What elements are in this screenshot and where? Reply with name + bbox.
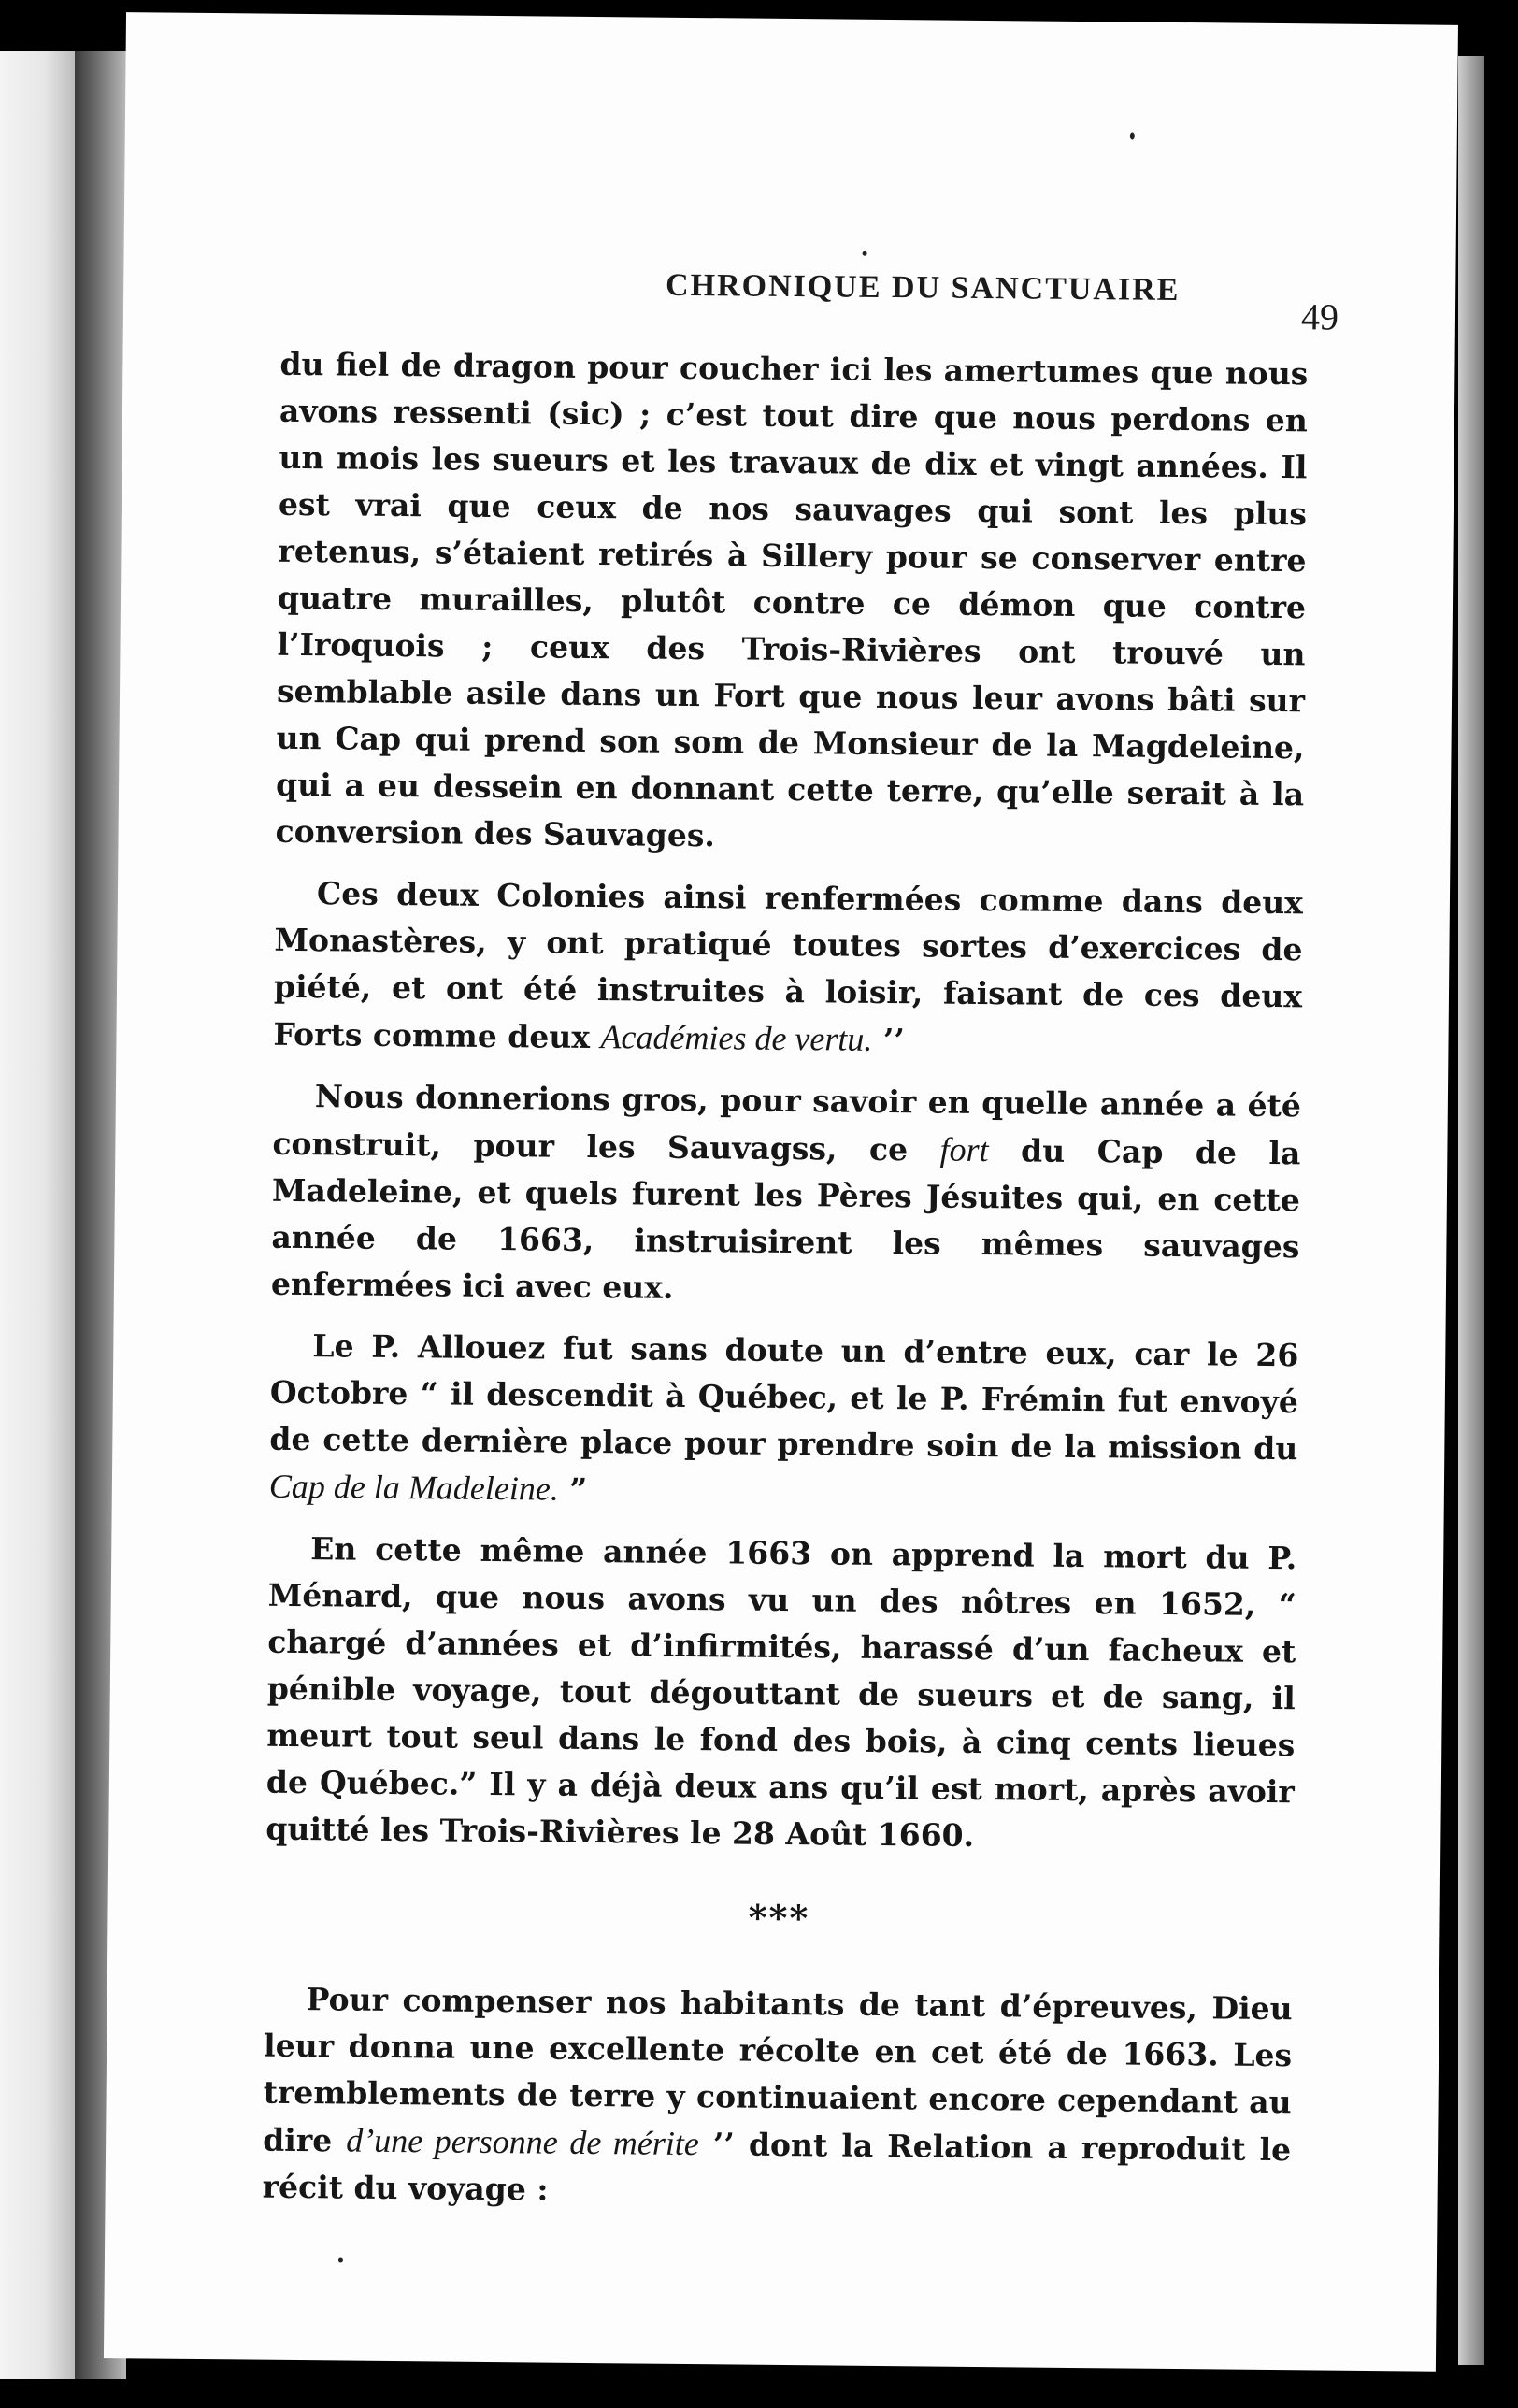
separator-asterisks: *** xyxy=(748,1896,810,1940)
text-run: ” xyxy=(558,1470,588,1508)
paragraph xyxy=(271,1073,1301,1318)
ink-speck xyxy=(863,251,867,256)
text-run: ’’ dont la Relation a reproduit le récit du voyage : xyxy=(262,2126,1292,2208)
body-text xyxy=(262,341,1308,2220)
italic-text: d’une personne de mérite xyxy=(346,2121,700,2163)
italic-text: Cap de la Madeleine. xyxy=(268,1467,560,1508)
facing-page-edge xyxy=(0,51,75,2379)
text-run: Nous donnerions gros, pour savoir en quelle année a été construit, pour les Sauvagss, ce xyxy=(272,1078,1302,1168)
text-run: En cette même année 1663 on apprend la mort du P. Ménard, que nous avons vu un des nôtres en 1652, “ chargé d’années et d’infirmités, harassé d’un facheux et pénible voyage, tout dégouttant de sueurs et de sang, il meurt tout seul dans le fond des bois, à cinq cents lieues de Québec.” Il y a déjà deux ans qu’il est mort, après avoir quitté les Trois-Rivières le 28 Août 1660. xyxy=(265,1530,1297,1854)
italic-text: Académies de vertu. xyxy=(600,1018,873,1058)
text-run: du fiel de dragon pour coucher ici les amertumes que nous avons ressenti (sic) ; c’est tout dire que nous perdons en un mois les sueurs et les travaux de dix et vingt années. Il est vrai que ceux de nos sauvages qui sont les plus retenus, s’étaient retirés à Sillery pour se conserver entre quatre murailles, plutôt contre ce démon que contre l’Iroquois ; ceux des Trois-Rivières ont trouvé un semblable asile dans un Fort que nous leur avons bâti sur un Cap qui prend son som de Monsieur de la Magdeleine, qui a eu dessein en donnant cette terre, qu’elle serait à la conversion des Sauvages. xyxy=(275,345,1309,854)
paragraph xyxy=(269,1323,1299,1521)
paragraph-list xyxy=(265,341,1308,1862)
text-run: du Cap de la Madeleine, et quels furent les Pères Jésuites qui, en cette année de 1663, instruisirent les mêmes sauvages enfermées ici avec eux. xyxy=(270,1132,1301,1306)
final-paragraph xyxy=(262,1976,1292,2221)
paragraph xyxy=(265,1526,1296,1863)
page-edge-shadow xyxy=(1458,56,1484,2365)
paragraph xyxy=(275,341,1308,866)
page-number: 49 xyxy=(1300,295,1339,338)
text-run: ’’ xyxy=(872,1021,906,1059)
text-run: Pour compenser nos habitants de tant d’épreuves, Dieu leur donna une excellente récolte en cet été de 1663. Les tremblements de terre y continuaient encore cependant au dire xyxy=(263,1981,1293,2159)
book-page xyxy=(104,12,1458,2372)
section-separator xyxy=(265,1890,1293,1947)
italic-text: fort xyxy=(939,1130,989,1169)
paragraph xyxy=(273,870,1303,1068)
running-header: CHRONIQUE DU SANCTUAIRE xyxy=(665,267,1181,308)
text-run: Ces deux Colonies ainsi renfermées comme dans deux Monastères, y ont pratiqué toutes sortes d’exercices de piété, et ont été instruites à loisir, faisant de ces deux Forts comme deux xyxy=(273,875,1304,1056)
text-run: Le P. Allouez fut sans doute un d’entre eux, car le 26 Octobre “ il descendit à Québec, et le P. Frémin fut envoyé de cette dernière place pour prendre soin de la mission du xyxy=(269,1327,1299,1468)
ink-speck xyxy=(1130,132,1135,139)
ink-speck xyxy=(338,2258,343,2262)
